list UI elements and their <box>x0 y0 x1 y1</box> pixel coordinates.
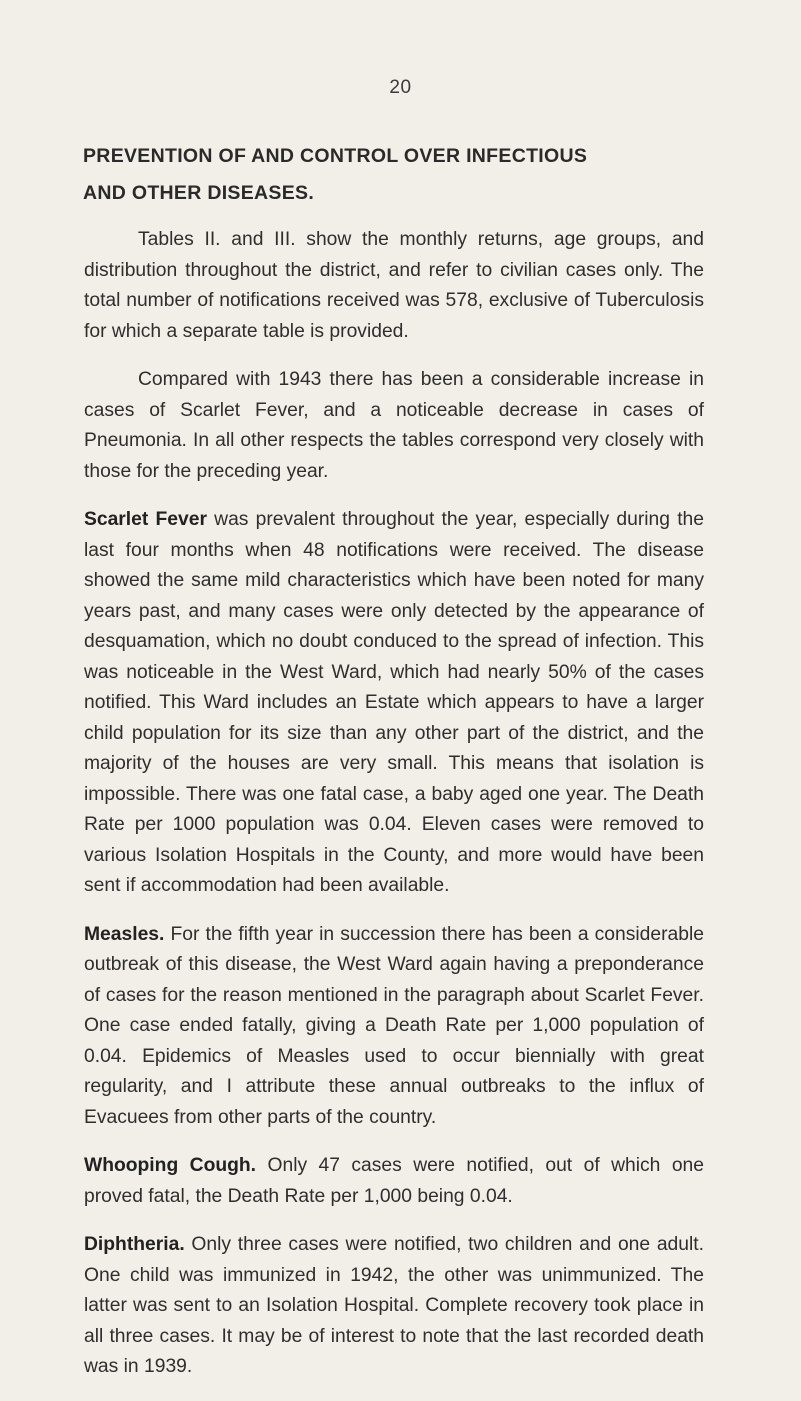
paragraph-text: Compared with 1943 there has been a considerable increase in cases of Scarlet Fever, and a noticeable decrease in cases of Pneumonia. In all other respects the tables correspond very closely with those for the preceding year. <box>84 369 704 482</box>
section-heading-line-1: PREVENTION OF AND CONTROL OVER INFECTIOUS <box>83 145 588 167</box>
paragraph-lead-whooping-cough: Whooping Cough. <box>84 1155 257 1176</box>
paragraph-text: Tables II. and III. show the monthly returns, age groups, and distribution throughout the district, and refer to civilian cases only. The total number of notifications received was 578, exclusive of Tuberculosis for which a separate table is provided. <box>84 229 704 342</box>
page-number: 20 <box>389 77 412 98</box>
paragraph-lead-diphtheria: Diphtheria. <box>84 1234 185 1255</box>
paragraph-text: was prevalent throughout the year, especially during the last four months when 48 notifications were received. The disease showed the same mild characteristics which have been noted for many years past, and many cases were only detected by the appearance of desquamation, which no doubt conduced to the spread of infection. This was noticeable in the West Ward, which had nearly 50% of the cases notified. This Ward includes an Estate which appears to have a larger child population for its size than any other part of the district, and the majority of the houses are very small. This means that isolation is impossible. There was one fatal case, a baby aged one year. The Death Rate per 1000 population was 0.04. Eleven cases were removed to various Isolation Hospitals in the County, and more would have been sent if accommodation had been available. <box>84 509 704 896</box>
paragraph-intro <box>84 225 704 347</box>
paragraph-text: For the fifth year in succession there has been a considerable outbreak of this disease, the West Ward again having a preponderance of cases for the reason mentioned in the paragraph about Scarlet Fever. One case ended fatally, giving a Death Rate per 1,000 population of 0.04. Epidemics of Measles used to occur biennially with great regularity, and I attribute these annual outbreaks to the influx of Evacuees from other parts of the country. <box>84 923 704 1128</box>
section-heading-line-2: AND OTHER DISEASES. <box>83 182 315 204</box>
paragraph-measles <box>84 920 704 1134</box>
paragraph-comparison <box>84 365 704 487</box>
paragraph-lead-scarlet-fever: Scarlet Fever <box>84 509 207 530</box>
paragraph-text: Only three cases were notified, two children and one adult. One child was immunized in 1942, the other was unimmunized. The latter was sent to an Isolation Hospital. Complete recovery took place in all three cases. It may be of interest to note that the last recorded death was in 1939. <box>84 1234 704 1377</box>
paragraph-text: Only 47 cases were notified, out of which one proved fatal, the Death Rate per 1,000 being 0.04. <box>84 1155 704 1207</box>
body-text <box>84 225 704 1401</box>
paragraph-lead-measles: Measles. <box>84 923 165 945</box>
paragraph-whooping-cough <box>84 1151 704 1212</box>
paragraph-diphtheria <box>84 1230 704 1383</box>
section-heading <box>83 138 723 212</box>
paragraph-scarlet-fever <box>84 505 704 902</box>
